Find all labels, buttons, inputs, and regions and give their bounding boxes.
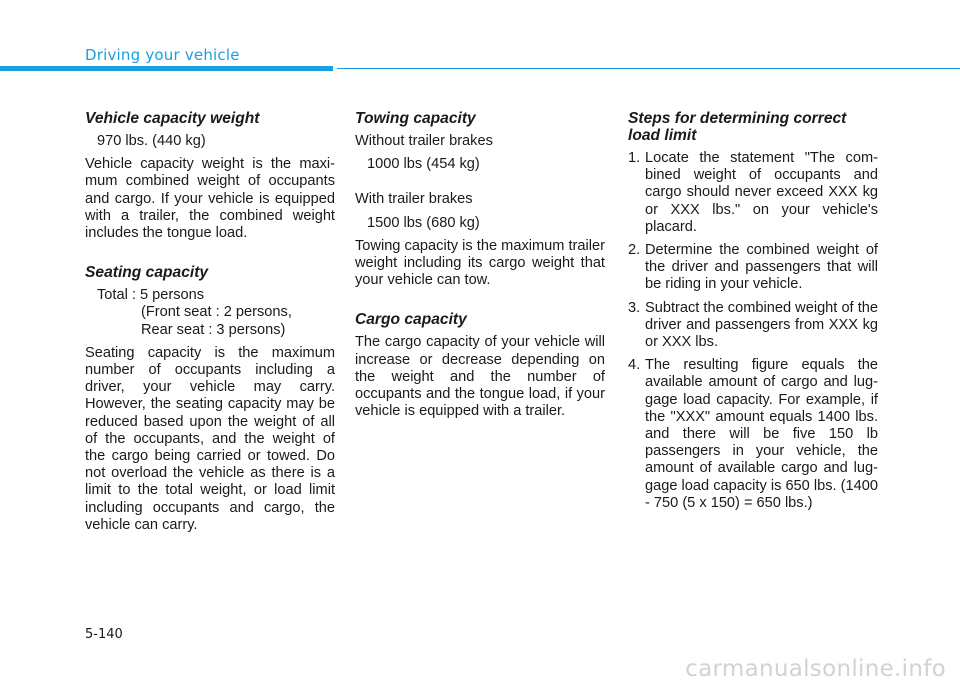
page-number: 5-140 bbox=[85, 627, 123, 642]
column-right bbox=[628, 110, 878, 518]
steps-heading bbox=[628, 110, 878, 144]
list-item bbox=[628, 357, 878, 512]
seating-capacity-body: Seating capacity is the maximum number of occupants including a driver, your vehicle may carry. However, the seating capacity may be reduced based upon the weight of all of the occupants, and the weight of the cargo being carried or towed. Do not overload the vehicle as there is a limit to the total weight, or load limit including occupants and cargo, the vehicle can carry. bbox=[85, 344, 335, 533]
towing-capacity-body: Towing capacity is the maximum trailer weight including its cargo weight that your vehicle can tow. bbox=[355, 237, 605, 289]
step-text: Subtract the combined weight of the driver and passengers from XXX kg or XXX lbs. bbox=[645, 299, 878, 351]
header-rule bbox=[337, 68, 960, 69]
towing-capacity-heading: Towing capacity bbox=[355, 110, 476, 127]
step-number: 4. bbox=[628, 357, 641, 374]
step-text: Locate the statement "The com-bined weight of occupants and cargo should never exceed XXX kg or XXX lbs." on your vehicle's placard. bbox=[645, 150, 878, 235]
vehicle-capacity-value: 970 lbs. (440 kg) bbox=[97, 133, 206, 149]
step-text: The resulting figure equals the available amount of cargo and lug-gage load capacity. For example, if the "XXX" amount equals 1400 lbs. and there will be five 150 lb passengers in your vehicle, the amount of available cargo and lug-gage load capacity is 650 lbs. (1400 - 750 (5 x 150) = 650 lbs.) bbox=[645, 357, 878, 511]
seating-front: (Front seat : 2 persons, bbox=[141, 304, 292, 321]
seating-total-row bbox=[85, 287, 335, 304]
steps-heading-line1: Steps for determining correct bbox=[628, 110, 847, 127]
vehicle-capacity-heading: Vehicle capacity weight bbox=[85, 110, 260, 127]
steps-list bbox=[628, 150, 878, 512]
step-number: 3. bbox=[628, 299, 641, 316]
towing-without-label: Without trailer brakes bbox=[355, 133, 493, 149]
seating-capacity-heading: Seating capacity bbox=[85, 264, 209, 282]
column-left bbox=[85, 110, 335, 534]
seating-rear: Rear seat : 3 persons) bbox=[141, 321, 286, 338]
cargo-capacity-heading: Cargo capacity bbox=[355, 311, 467, 329]
steps-heading-line2: load limit bbox=[628, 127, 697, 144]
seating-total-label: Total : bbox=[97, 287, 140, 304]
vehicle-capacity-body: Vehicle capacity weight is the maxi-mum combined weight of occupants and cargo. If your vehicle is equipped with a trailer, the combined weight includes the tongue load. bbox=[85, 156, 335, 242]
column-middle bbox=[355, 110, 605, 420]
cargo-capacity-body: The cargo capacity of your vehicle will increase or decrease depending on the weight and the number of occupants and the tongue load, if your vehicle is equipped with a trailer. bbox=[355, 334, 605, 420]
header-accent-bar bbox=[0, 66, 333, 71]
towing-without-value: 1000 lbs (454 kg) bbox=[367, 156, 480, 173]
towing-with-value: 1500 lbs (680 kg) bbox=[367, 214, 480, 231]
list-item bbox=[628, 242, 878, 294]
towing-with-label: With trailer brakes bbox=[355, 191, 473, 208]
step-number: 2. bbox=[628, 242, 641, 259]
seating-total-value: 5 persons bbox=[140, 287, 205, 304]
step-number: 1. bbox=[628, 150, 641, 166]
watermark: carmanualsonline.info bbox=[685, 656, 946, 682]
step-text: Determine the combined weight of the driver and passengers that will be riding in your vehicle. bbox=[645, 242, 878, 293]
list-item bbox=[628, 300, 878, 352]
list-item bbox=[628, 150, 878, 236]
section-title: Driving your vehicle bbox=[85, 46, 240, 64]
